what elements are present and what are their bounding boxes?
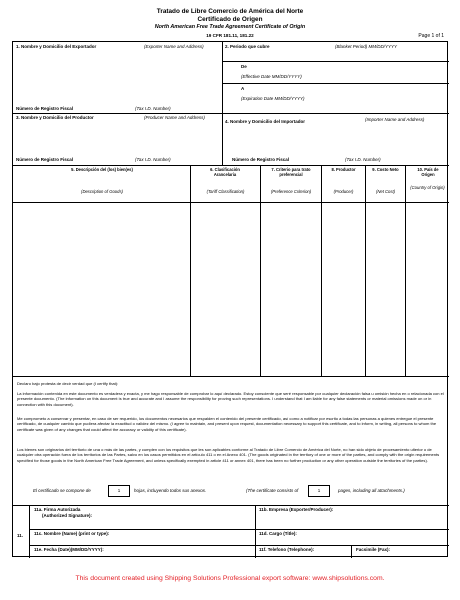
name-label: 11c. Nombre (Name) (print or type): (34, 531, 110, 536)
producer-tax-label-en: (Tax I.D. Number) (135, 157, 171, 162)
sheets-middle: hojas, incluyendo todos sus anexos. (134, 488, 207, 493)
date-label: 11e. Fecha (Date)(MM/DD/YYYY): (34, 547, 104, 552)
sheets-en-suffix: pages, including all attachments.) (338, 488, 405, 493)
declaration-paragraph-1: La información contenida en este documento es verdadera y exacta, y me hago responsable de comprobar lo aquí declarado. Estoy consciente que seré responsable por cualquier declaración falsa u omisión hecha en o relacionada con el presente documento. (The information on this document is true and accurate and I assume the responsibility for proving such representations. I understand that I am liable for any false statements or material omissions made on or in connection with this document). (17, 391, 444, 407)
certificate-form (12, 41, 448, 557)
importer-tax-label-en: (Tax I.D. Number) (345, 157, 381, 162)
form-subtitle-es: Certificado de Origen (197, 16, 263, 23)
page-indicator: Page 1 of 1 (418, 33, 444, 39)
fax-field[interactable] (352, 546, 449, 558)
col-criterion-header: 7. Criterio para trato preferencial (271, 167, 311, 177)
goods-table-body[interactable] (13, 203, 449, 376)
title-field[interactable] (256, 530, 449, 545)
sheets-prefix: El certificado se compone de (33, 488, 91, 493)
title-label: 11d. Cargo (Title): (259, 531, 297, 536)
company-field[interactable] (256, 506, 449, 529)
exporter-label-en: (Exporter Name and Address) (144, 44, 204, 49)
period-label: 2. Periodo que cubre (225, 44, 270, 49)
col-country-header-en: (Country of Origin) (410, 185, 445, 190)
col-description-header-en: (Description of Goods) (81, 189, 123, 194)
name-field[interactable] (30, 530, 255, 545)
producer-label-en: (Producer Name and Address) (144, 115, 205, 120)
divider (222, 83, 449, 84)
period-label-en: (Blanket Period) MM/DD/YYYY (335, 44, 398, 49)
declaration-intro: Declaro bajo protesta de decir verdad que (I certify that): (17, 381, 119, 386)
divider (222, 61, 449, 62)
col-net-cost-header-en: (Net Cost) (375, 189, 396, 194)
pages-count-field[interactable]: 1 (308, 485, 330, 497)
declaration-paragraph-2: Me comprometo a conservar y presentar, en caso de ser requerido, los documentos necesarios que respalden el contenido del presente certificado, así como a notificar por escrito a todas las personas a quienes entregue el presente certificado, de cualquier cambio que pudiera afectar la exactitud o validez del mismo. (I agree to maintain, and present upon request, documentation necessary to support this certificate, and to inform, in writing, all persons to whom the certificate was given of any changes that could affect the accuracy or validity of this certificate). (17, 416, 437, 432)
company-label: 11b. Empresa (Exporter/Producer): (259, 507, 334, 512)
col-net-cost-header: 9. Costo Neto (372, 167, 399, 172)
col-tariff-header-en: (Tariff Classification) (206, 189, 245, 194)
form-title-es: Tratado de Libre Comercio de América del Norte (156, 8, 304, 15)
exporter-tax-label: Número de Registro Fiscal (16, 106, 74, 111)
signature-label: 11a. Firma Autorizada (34, 507, 81, 512)
telephone-field[interactable] (256, 546, 351, 558)
importer-label-en: (Importer Name and Address) (365, 117, 425, 122)
col-producer-header-en: (Producer) (333, 189, 354, 194)
importer-tax-label: Número de Registro Fiscal (232, 157, 290, 162)
authorized-signature-field[interactable] (30, 506, 255, 529)
period-from-label-en: (Effective Date MM/DD/YYYY) (241, 74, 302, 79)
col-country-header: 10. País de Origen (417, 167, 439, 177)
col-tariff-header: 6. Clasificación Arancelaria (210, 167, 240, 177)
period-to-label-en: (Expiration Date MM/DD/YYYY) (241, 96, 305, 101)
form-title-en: North American Free Trade Agreement Certificate of Origin (154, 24, 306, 30)
exporter-label: 1. Nombre y Domicilio del Exportador (16, 44, 97, 49)
fax-label: Facsimile (Fax): (356, 547, 391, 552)
divider (13, 165, 449, 166)
col-description-header: 5. Descripción del (los) bien(es) (71, 167, 133, 172)
divider (222, 42, 223, 165)
producer-label: 3. Nombre y Domicilio del Productor (16, 115, 94, 120)
telephone-label: 11f. Telefono (Telephone): (259, 547, 315, 552)
producer-tax-label: Número de Registro Fiscal (16, 157, 74, 162)
period-from-label: De (241, 64, 247, 69)
period-to-label: A (241, 86, 245, 91)
sheets-count-field[interactable]: 1 (108, 485, 130, 497)
divider (13, 113, 449, 114)
software-credit-note: This document created using Shipping Solutions Professional export software: www.shipsolutions.com. (75, 575, 385, 582)
sheets-en-prefix: (The certificate consists of (246, 488, 299, 493)
signature-block-number: 11. (17, 533, 24, 538)
declaration-paragraph-3: Los bienes son originarios del territorio de una o más de las partes, y cumplen con los requisitos que les son aplicables conforme al Tratado de Libre Comercio de América del Norte, no han sido objeto de procesamiento ulterior o de cualquier otra operación fuera de los territorios de las Partes, salvo en los casos permitidos en el artículo 411 o en el Anexo 401. (The goods originated in the territory of one or more of the parties, and comply with the origin requirements specified for those goods in the North American Free Trade Agreement, and unless specifically exempted in article 411 or annex 401, there has been no further production or any other operation outside the territories of the parties). (17, 447, 440, 463)
exporter-tax-label-en: (Tax I.D. Number) (135, 106, 171, 111)
date-field[interactable] (30, 546, 255, 558)
col-criterion-header-en: (Preference Criterion) (270, 189, 312, 194)
importer-label: 4. Nombre y Domicilio del Importador (225, 119, 306, 124)
col-producer-header: 8. Productor (331, 167, 356, 172)
regulation-reference: 19 CFR 181.11, 181.22 (206, 33, 254, 38)
signature-label-en: (Authorized Signature): (42, 513, 92, 518)
divider (13, 376, 449, 377)
